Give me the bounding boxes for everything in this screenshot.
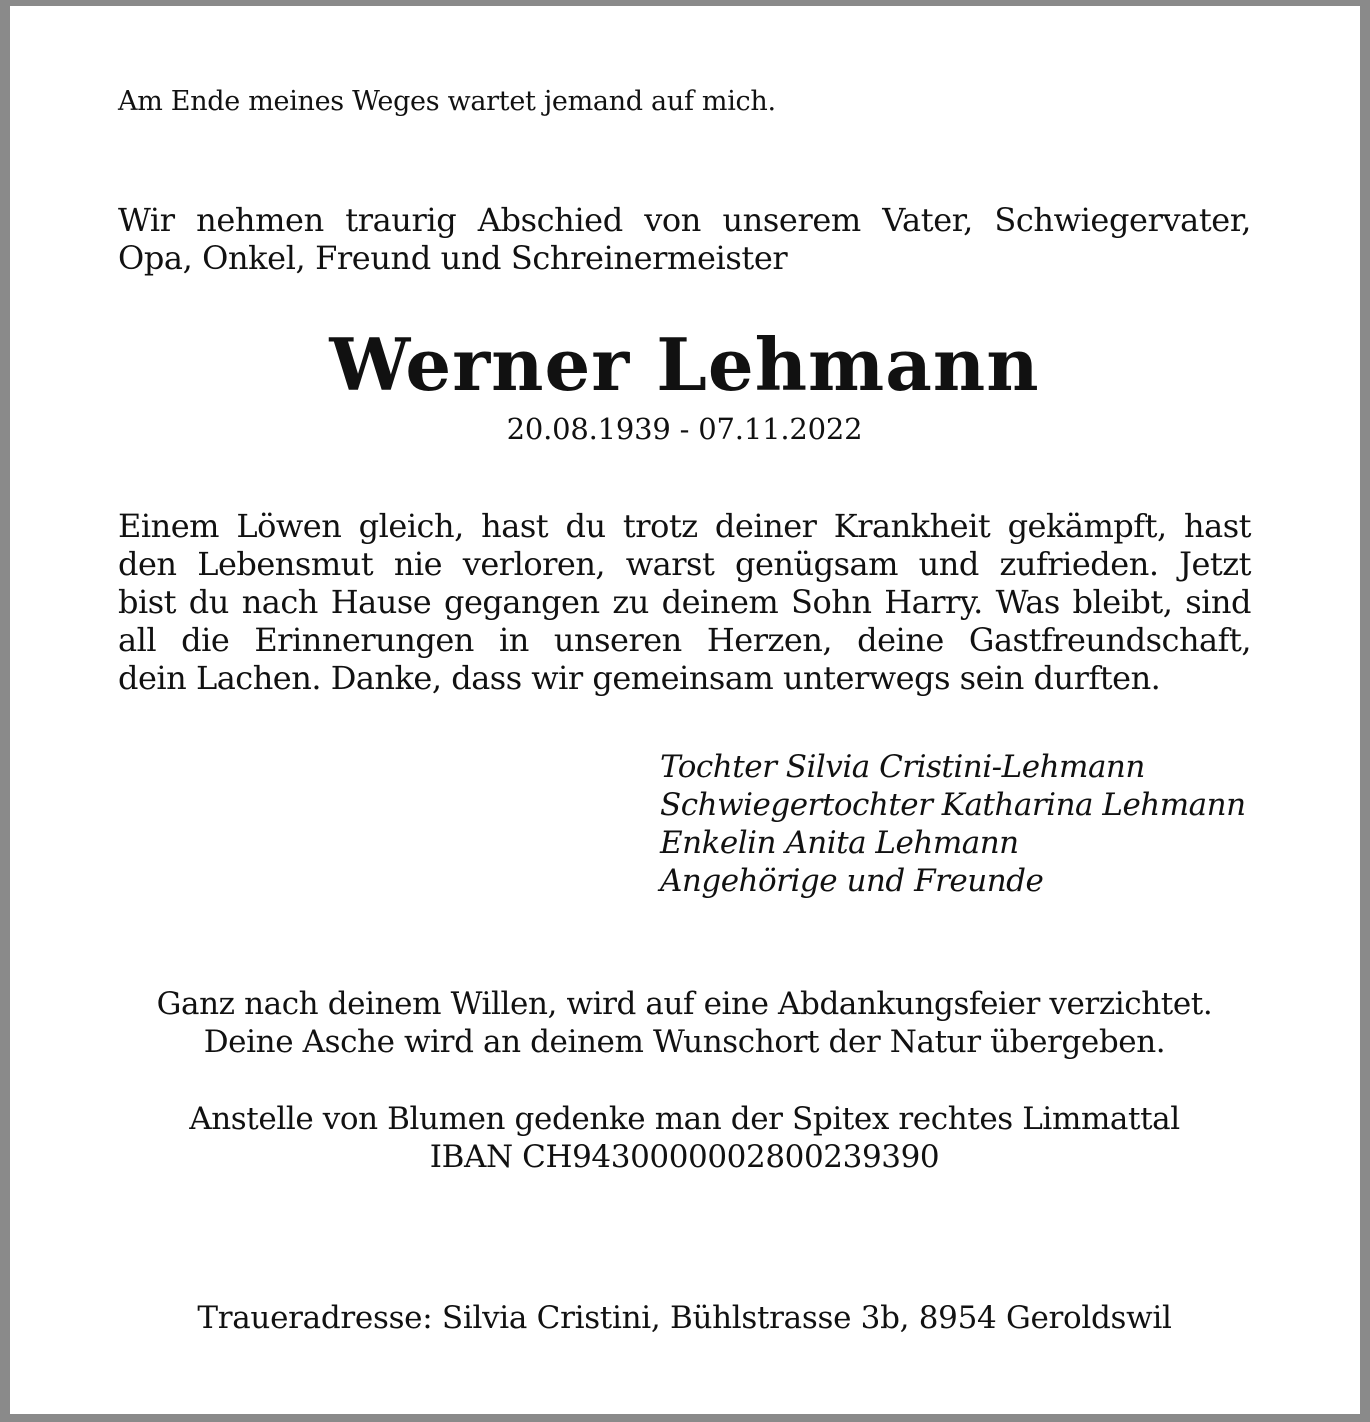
notice-line: Ganz nach deinem Willen, wird auf eine Abdankungsfeier verzichtet.	[156, 986, 1213, 1022]
eulogy-text	[118, 507, 1251, 697]
eulogy-line: bist du nach Hause gegangen zu deinem Sohn Harry. Was bleibt, sind	[118, 583, 1251, 621]
mourner-entry: Enkelin Anita Lehmann	[660, 825, 1019, 861]
donation-notice	[98, 1100, 1271, 1176]
life-dates: 20.08.1939 - 07.11.2022	[506, 412, 863, 446]
donation-line: Anstelle von Blumen gedenke man der Spitex rechtes Limmattal	[189, 1101, 1180, 1137]
eulogy-line: Einem Löwen gleich, hast du trotz deiner Krankheit gekämpft, hast	[118, 507, 1251, 545]
eulogy-line: den Lebensmut nie verloren, warst genügsam und zufrieden. Jetzt	[118, 545, 1251, 583]
iban-line: IBAN CH9430000002800239390	[429, 1139, 940, 1175]
mourner-entry: Schwiegertochter Katharina Lehmann	[660, 787, 1246, 823]
ceremony-notice	[98, 985, 1271, 1061]
mourners-list	[660, 748, 1246, 900]
intro-line: Opa, Onkel, Freund und Schreinermeister	[118, 239, 788, 277]
intro-text	[118, 201, 1251, 277]
mourner-entry: Angehörige und Freunde	[660, 863, 1044, 899]
eulogy-line: dein Lachen. Danke, dass wir gemeinsam unterwegs sein durften.	[118, 659, 1161, 697]
mourning-address: Traueradresse: Silvia Cristini, Bühlstrasse 3b, 8954 Geroldswil	[197, 1300, 1172, 1336]
intro-line: Wir nehmen traurig Abschied von unserem Vater, Schwiegervater,	[118, 201, 1251, 239]
eulogy-line: all die Erinnerungen in unseren Herzen, deine Gastfreundschaft,	[118, 621, 1251, 659]
deceased-name: Werner Lehmann	[329, 322, 1040, 407]
motto-text: Am Ende meines Weges wartet jemand auf mich.	[118, 86, 776, 117]
notice-line: Deine Asche wird an deinem Wunschort der Natur übergeben.	[203, 1024, 1166, 1060]
mourner-entry: Tochter Silvia Cristini-Lehmann	[660, 749, 1145, 785]
